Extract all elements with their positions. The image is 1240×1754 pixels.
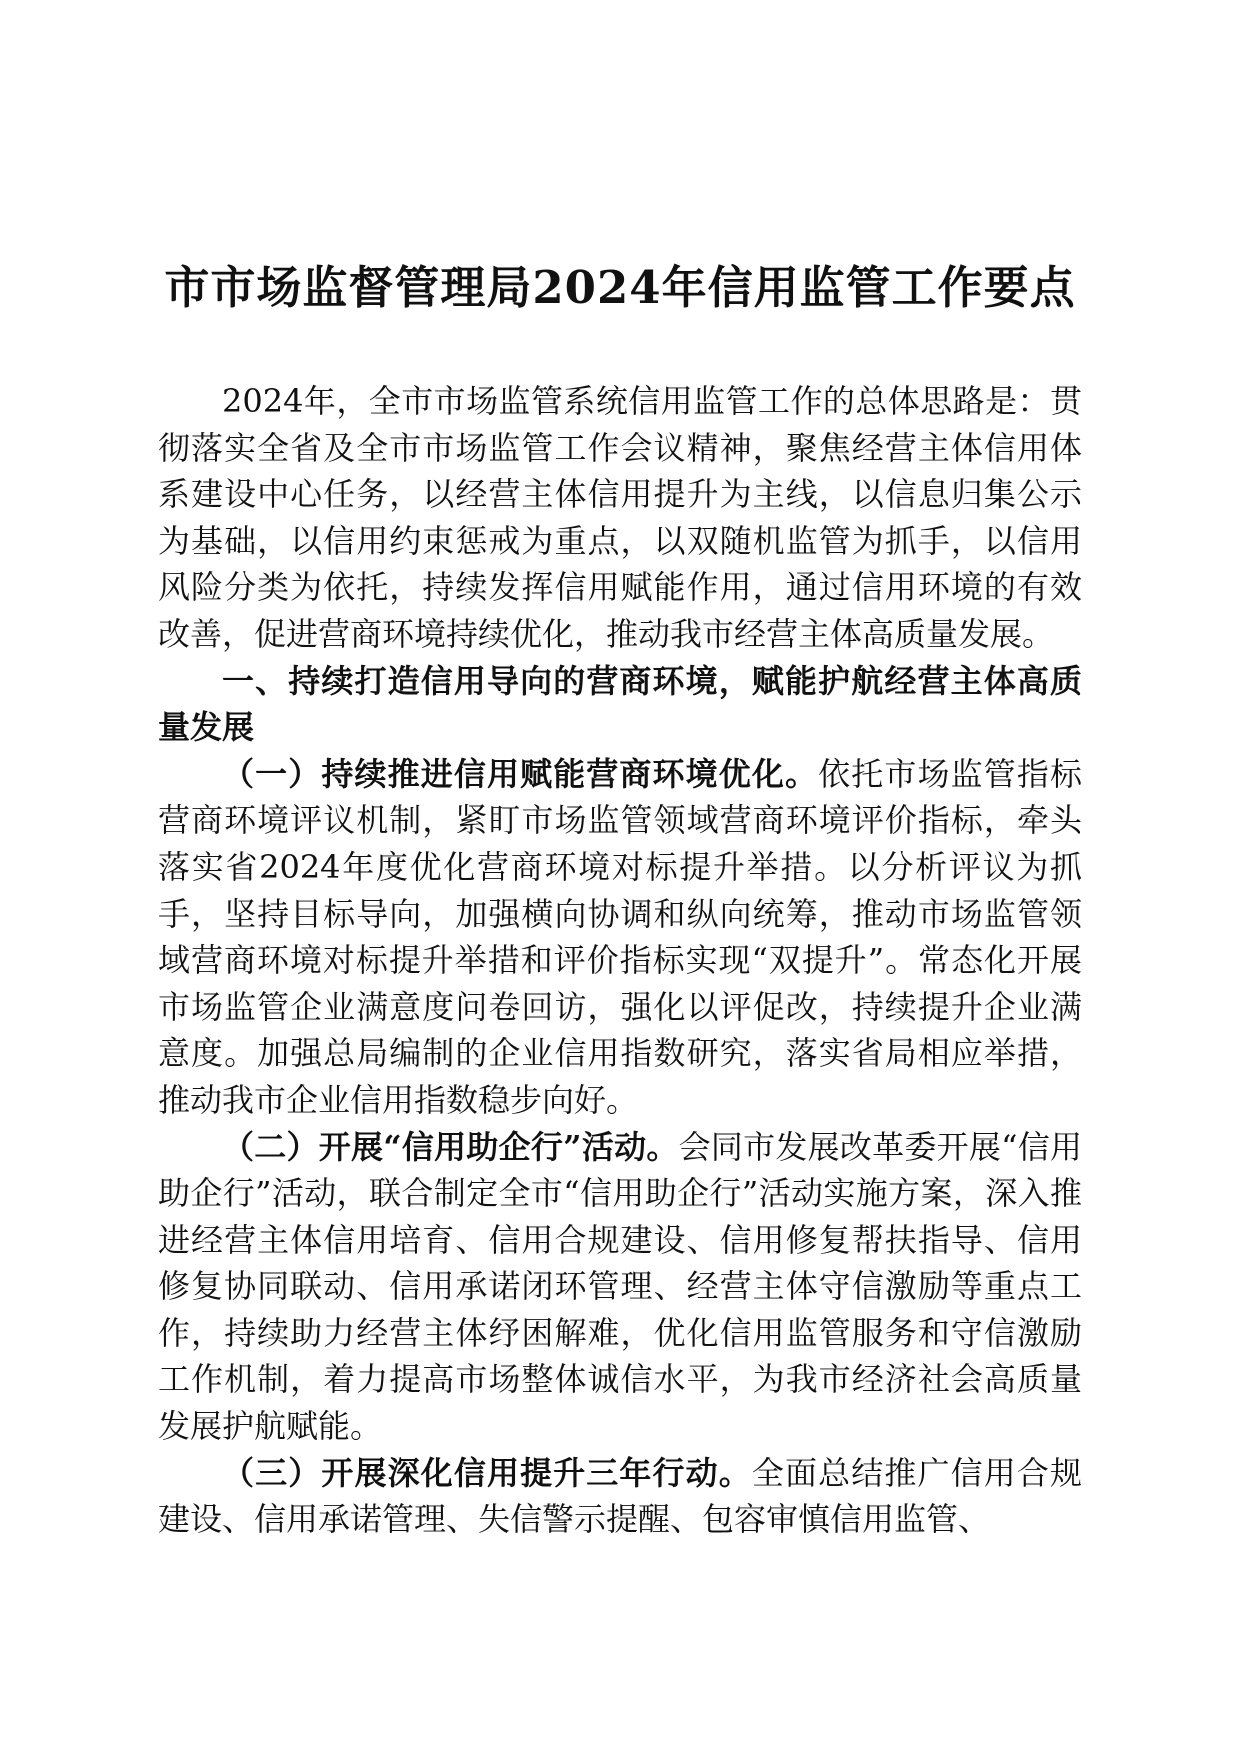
intro-paragraph: 2024年，全市市场监管系统信用监管工作的总体思路是：贯彻落实全省及全市市场监管工作会议精神，聚焦经营主体信用体系建设中心任务，以经营主体信用提升为主线，以信息归集公示为基础，以信用约束惩戒为重点，以双随机监管为抓手，以信用风险分类为依托，持续发挥信用赋能作用，通过信用环境的有效改善，促进营商环境持续优化，推动我市经营主体高质量发展。 xyxy=(158,382,1082,653)
item-paragraph-1 xyxy=(158,751,1082,1124)
document-body xyxy=(158,378,1082,1543)
item-body-3: 全面总结推广信用合规建设、信用承诺管理、失信警示提醒、包容审慎信用监管、 xyxy=(158,1453,1082,1539)
section-heading-1: 一、持续打造信用导向的营商环境，赋能护航经营主体高质量发展 xyxy=(158,661,1082,747)
item-body-1: 依托市场监管指标营商环境评议机制，紧盯市场监管领域营商环境评价指标，牵头落实省2024年度优化营商环境对标提升举措。以分析评议为抓手，坚持目标导向，加强横向协调和纵向统筹，推动市场监管领域营商环境对标提升举措和评价指标实现“双提升”。常态化开展市场监管企业满意度问卷回访，强化以评促改，持续提升企业满意度。加强总局编制的企业信用指数研究，落实省局相应举措，推动我市企业信用指数稳步向好。 xyxy=(158,754,1082,1119)
item-body-2: 会同市发展改革委开展“信用助企行”活动，联合制定全市“信用助企行”活动实施方案，深入推进经营主体信用培育、信用合规建设、信用修复帮扶指导、信用修复协同联动、信用承诺闭环管理、经营主体守信激励等重点工作，持续助力经营主体纾困解难，优化信用监管服务和守信激励工作机制，着力提高市场整体诚信水平，为我市经济社会高质量发展护航赋能。 xyxy=(158,1127,1082,1446)
item-lead-1: （一）持续推进信用赋能营商环境优化。 xyxy=(222,754,819,793)
item-paragraph-3 xyxy=(158,1450,1082,1543)
item-lead-3: （三）开展深化信用提升三年行动。 xyxy=(222,1453,752,1492)
item-lead-2: （二）开展“信用助企行”活动。 xyxy=(222,1127,679,1166)
item-paragraph-2 xyxy=(158,1124,1082,1450)
document-title: 市市场监督管理局2024年信用监管工作要点 xyxy=(164,261,1076,314)
